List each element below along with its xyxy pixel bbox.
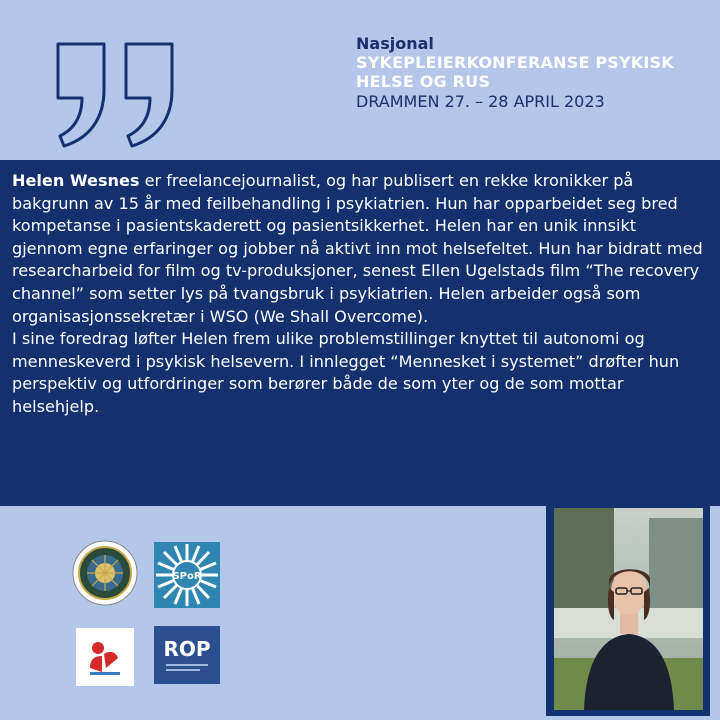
header-line-2: SYKEPLEIERKONFERANSE PSYKISK [356,53,674,73]
bio-paragraph-1 [12,170,710,328]
spor-logo [154,542,220,608]
rop-logo-text: ROP [163,637,211,661]
bio-paragraph-1-text: er freelancejournalist, og har publisert en rekke kronikker på bakgrunn av 15 år med feilbehandling i psykiatrien. Hun har opparbeidet seg bred kompetanse i pasientskaderett og pasientsikkerhet. Helen har en unik innsikt gjennom egne erfaringer og jobber nå aktivt inn mot helsefeltet. Hun har bidratt med researcharbeid for film og tv-produksjoner, senest Ellen Ugelstads film “The recovery channel” som setter lys på tvangsbruk i psykiatrien. Helen arbeider også som organisasjonssekretær i WSO (We Shall Overcome). [12,171,703,326]
header-line-3: HELSE OG RUS [356,72,491,92]
spor-logo-text: SPoR [172,571,202,582]
speaker-photo [554,508,703,710]
header-line-1: Nasjonal [356,34,434,53]
speaker-photo-frame [546,500,710,716]
nsf-seal-logo [72,540,138,606]
conference-header [356,34,674,111]
header-date: DRAMMEN 27. – 28 APRIL 2023 [356,91,605,111]
speaker-name: Helen Wesnes [12,171,140,190]
rop-logo [154,626,220,684]
bio-paragraph-2: I sine foredrag løfter Helen frem ulike problemstillinger knyttet til autonomi og menneskeverd i psykisk helsevern. I innlegget “Mennesket i systemet” drøfter hun perspektiv og utfordringer som berører både de som yter og de som mottar helsehjelp. [12,329,680,416]
speaker-bio-panel [0,160,720,506]
closing-quote-icon [52,40,182,150]
mental-helse-logo [76,628,134,686]
